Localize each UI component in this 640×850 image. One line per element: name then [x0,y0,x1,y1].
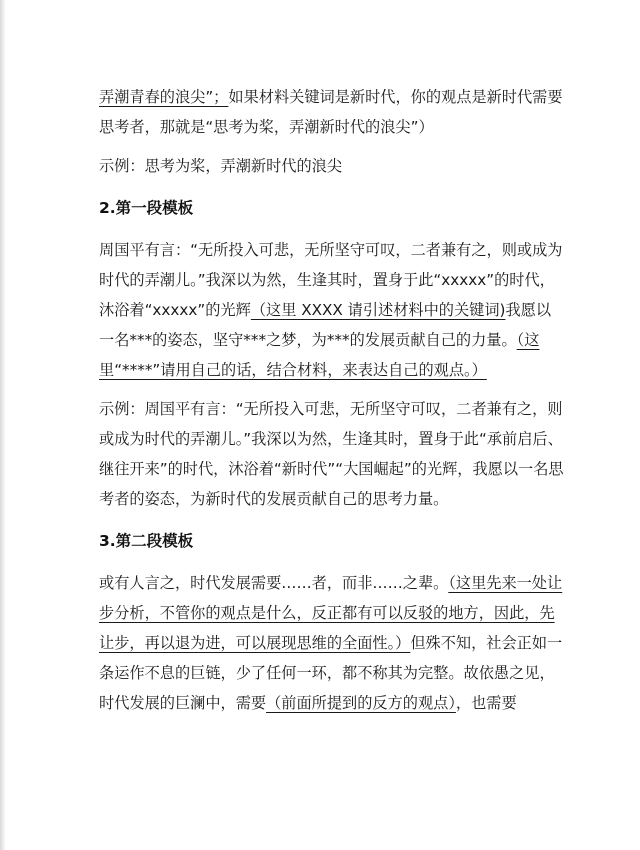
section-2-example-paragraph: 示例：周国平有言：“无所投入可悲，无所坚守可叹，二者兼有之，则或成为时代的弄潮儿。”我深以为然，生逢其时，置身于此“承前启后、继往开来”的时代，沐浴着“新时代”“大国崛起”的光辉，我愿以一名思考者的姿态，为新时代的发展贡献自己的思考力量。 [99,400,564,508]
template-text-2: 我愿以一名***的姿态，坚守***之梦，为***的发展贡献自己的力量。 [99,301,552,349]
intro-paragraph [99,82,564,142]
section-3-paragraph [99,568,564,718]
template-note-2: （这里“****”请用自己的话，结合材料，来表达自己的观点。） [99,331,540,379]
section-3-text-2: 但殊不知，社会正如一条运作不息的巨链，少了任何一环，都不称其为完整。故依愚之见，时代发展的巨澜中，需要 [99,634,563,712]
section-2-heading: 2.第一段模板 [99,199,194,217]
section-3-note-1: （这里先来一处让步分析，不管你的观点是什么，反正都有可以反驳的地方，因此，先让步，再以退为进，可以展现思维的全面性。） [99,574,563,652]
section-2-template-paragraph [99,235,564,385]
document-body [99,82,564,727]
template-text-1: 周国平有言：“无所投入可悲，无所坚守可叹，二者兼有之，则或成为时代的弄潮儿。”我深以为然，生逢其时，置身于此“xxxxx”的时代，沐浴着“xxxxx”的光辉 [99,241,563,319]
section-3-heading: 3.第二段模板 [99,532,194,550]
template-note-1: （这里 XXXX 请引述材料中的关键词) [250,301,506,319]
intro-underlined-text: 弄潮青春的浪尖”； [99,88,229,106]
section-3-text-1: 或有人言之，时代发展需要……者，而非……之辈。 [99,574,449,592]
section-3-text-3: ，也需要 [455,694,517,712]
intro-example: 示例：思考为桨，弄潮新时代的浪尖 [99,157,342,175]
page-edge-shadow [0,0,6,850]
section-3-note-2: （前面所提到的反方的观点） [266,694,456,712]
intro-text: 如果材料关键词是新时代，你的观点是新时代需要思考者，那就是“思考为桨，弄潮新时代的浪尖”） [99,88,563,136]
